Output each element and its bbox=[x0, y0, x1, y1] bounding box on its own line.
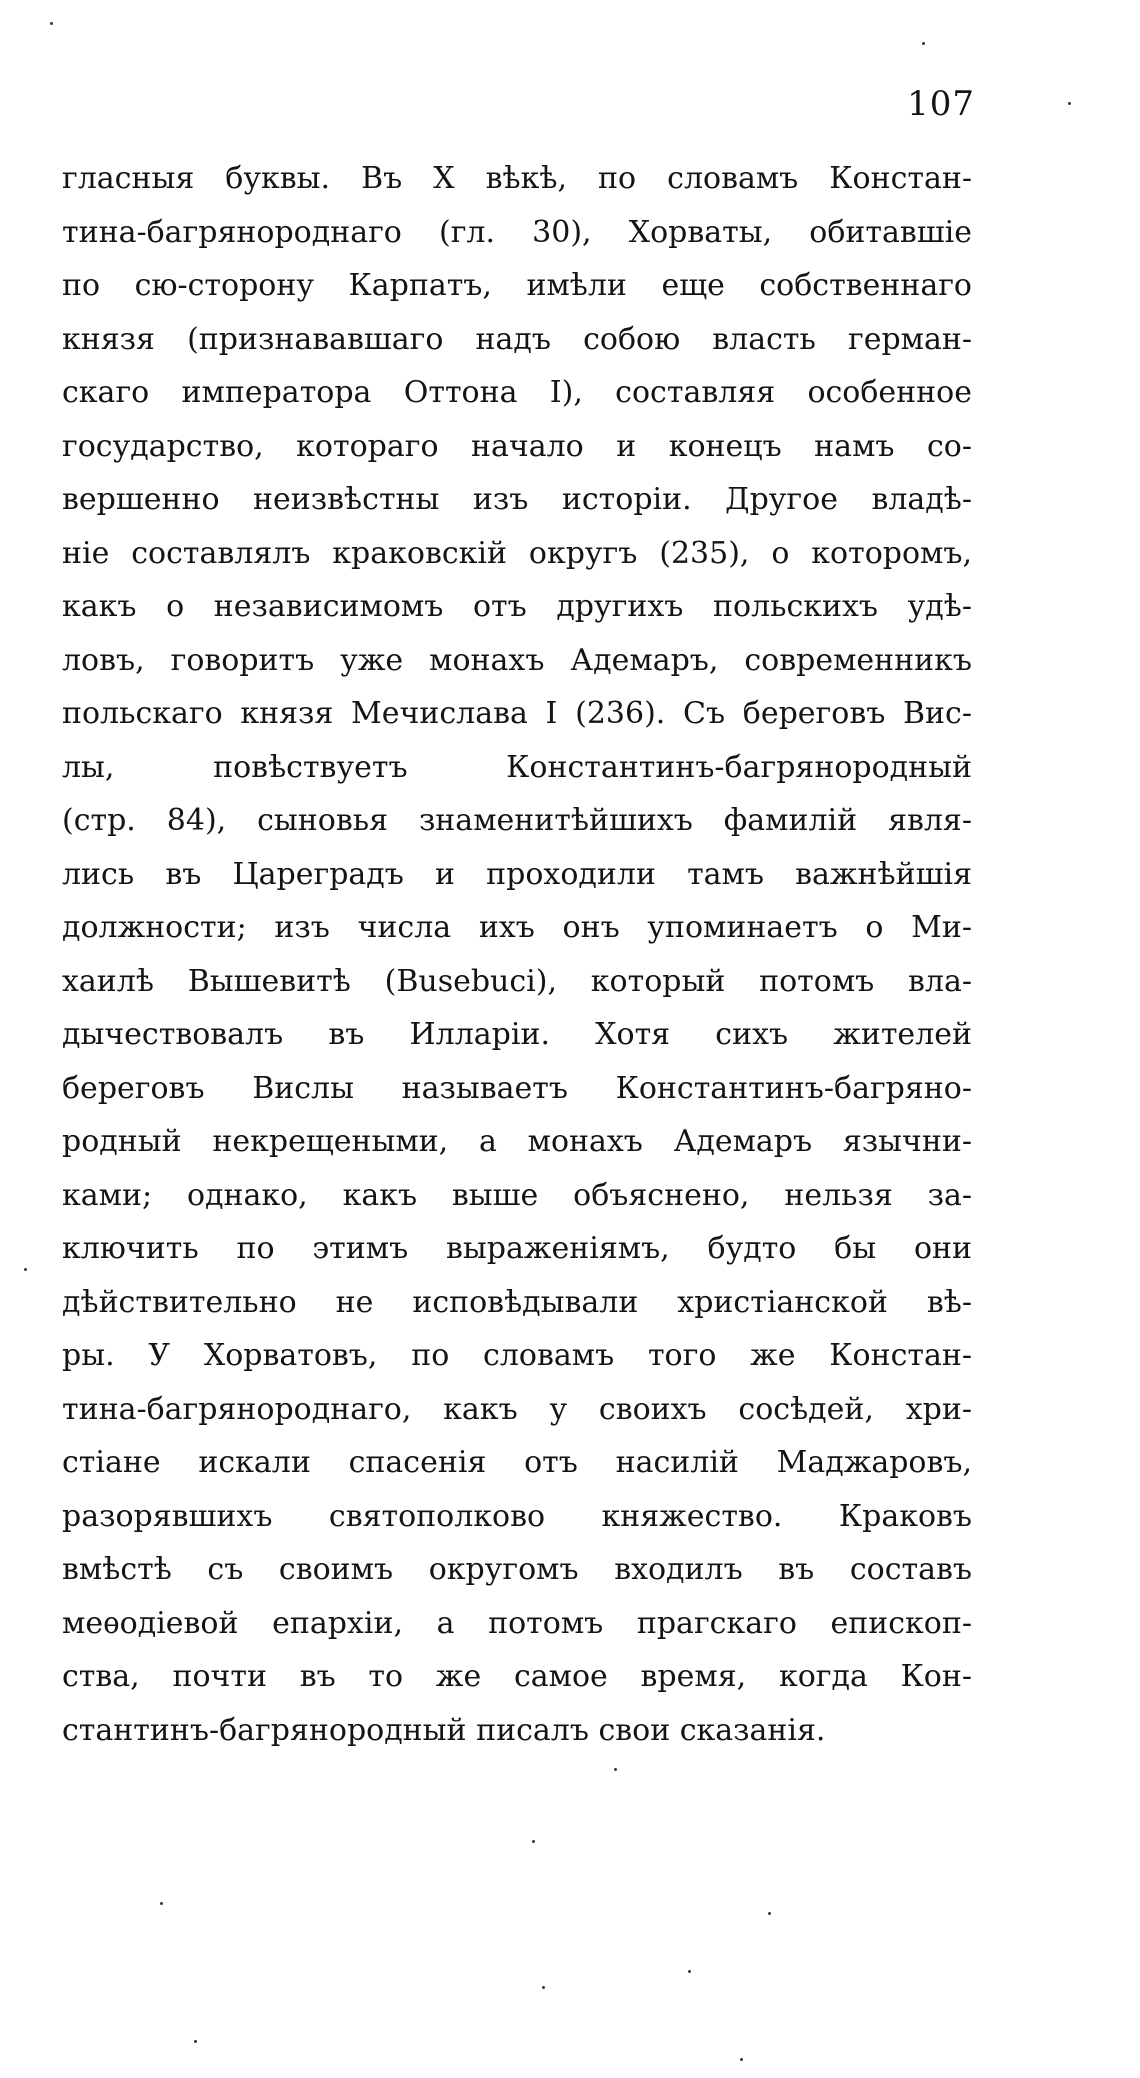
text-line: лись въ Цареградъ и проходили тамъ важнѣйшія bbox=[62, 856, 972, 892]
text-line: хаилѣ Вышевитѣ (Busebuci), который потомъ вла- bbox=[62, 963, 972, 999]
text-line: стіане искали спасенія отъ насилій Маджаровъ, bbox=[62, 1445, 972, 1480]
text-line: тина-багрянороднаго (гл. 30), Хорваты, обитавшіе bbox=[62, 214, 972, 250]
scan-speck bbox=[160, 1902, 163, 1905]
text-line: по сю-сторону Карпатъ, имѣли еще собственнаго bbox=[62, 268, 972, 303]
text-line: меѳодіевой епархіи, а потомъ прагскаго епископ- bbox=[62, 1605, 972, 1641]
scan-speck bbox=[768, 1912, 771, 1915]
text-line: гласныя буквы. Въ Х вѣкѣ, по словамъ Констан- bbox=[62, 161, 972, 196]
text-line: ками; однако, какъ выше объяснено, нельзя за- bbox=[62, 1177, 972, 1213]
text-line: вмѣстѣ съ своимъ округомъ входилъ въ составъ bbox=[62, 1552, 972, 1587]
text-line: береговъ Вислы называетъ Константинъ-багряно- bbox=[62, 1070, 972, 1106]
text-line: польскаго князя Мечислава I (236). Съ береговъ Вис- bbox=[62, 696, 972, 731]
text-line: вершенно неизвѣстны изъ исторіи. Другое владѣ- bbox=[62, 482, 972, 517]
text-line: разорявшихъ святополково княжество. Краковъ bbox=[62, 1498, 972, 1534]
text-line: лы, повѣствуетъ Константинъ-багрянородный bbox=[62, 749, 972, 785]
text-line: дѣйствительно не исповѣдывали христіанской вѣ- bbox=[62, 1284, 972, 1320]
page-number: 107 bbox=[907, 84, 975, 124]
text-line: (стр. 84), сыновья знаменитѣйшихъ фамилій явля- bbox=[62, 803, 972, 838]
text-line: князя (признававшаго надъ собою власть герман- bbox=[62, 321, 972, 357]
scan-speck bbox=[24, 1268, 27, 1271]
scan-speck bbox=[740, 2058, 743, 2061]
scan-speck bbox=[194, 2040, 197, 2043]
scan-speck bbox=[532, 1840, 535, 1843]
body-text bbox=[62, 152, 972, 1757]
text-line: ніе составлялъ краковскій округъ (235), о которомъ, bbox=[62, 535, 972, 571]
text-line: ловъ, говоритъ уже монахъ Адемаръ, современникъ bbox=[62, 642, 972, 678]
text-line: родный некрещеными, а монахъ Адемаръ язычни- bbox=[62, 1124, 972, 1159]
scan-speck bbox=[542, 1986, 545, 1989]
text-line: должности; изъ числа ихъ онъ упоминаетъ о Ми- bbox=[62, 910, 972, 945]
scan-speck bbox=[614, 1768, 617, 1771]
text-line: какъ о независимомъ отъ другихъ польскихъ удѣ- bbox=[62, 589, 972, 624]
text-line: тина-багрянороднаго, какъ у своихъ сосѣдей, хри- bbox=[62, 1391, 972, 1427]
text-line: стантинъ-багрянородный писалъ свои сказанія. bbox=[62, 1712, 826, 1748]
text-line: ключить по этимъ выраженіямъ, будто бы они bbox=[62, 1231, 972, 1266]
scan-speck bbox=[922, 42, 925, 45]
text-line: дычествовалъ въ Илларіи. Хотя сихъ жителей bbox=[62, 1017, 972, 1052]
scan-speck bbox=[50, 22, 53, 25]
text-line: ства, почти въ то же самое время, когда Кон- bbox=[62, 1659, 972, 1694]
scan-speck bbox=[1068, 102, 1071, 105]
scan-speck bbox=[688, 1970, 691, 1973]
text-line: государство, котораго начало и конецъ намъ со- bbox=[62, 428, 972, 464]
text-line: ры. У Хорватовъ, по словамъ того же Констан- bbox=[62, 1338, 972, 1373]
text-line: скаго императора Оттона I), составляя особенное bbox=[62, 375, 972, 410]
